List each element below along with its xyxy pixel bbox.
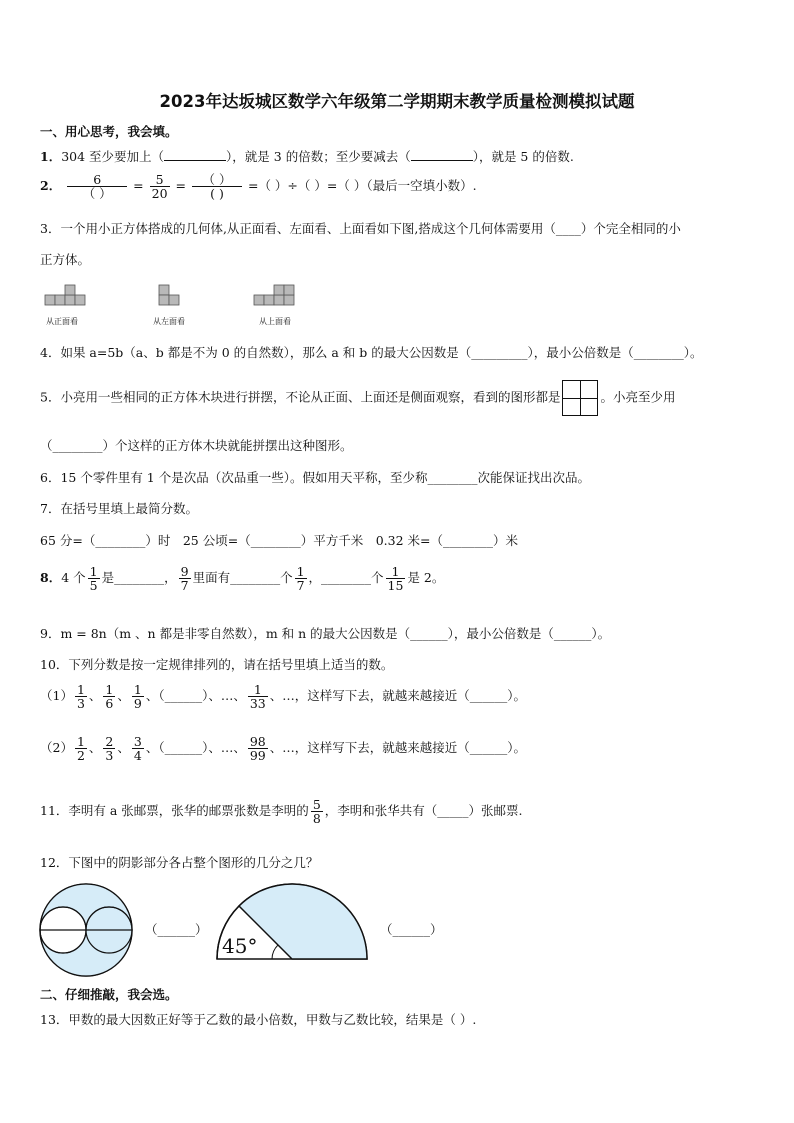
page-title: 2023年达坂城区数学六年级第二学期期末教学质量检测模拟试题 — [159, 92, 635, 111]
question-13: 13．甲数的最大因数正好等于乙数的最小倍数，甲数与乙数比较，结果是（ ）. — [40, 1012, 477, 1027]
question-7-line1: 7．在括号里填上最简分数。 — [40, 501, 198, 516]
question-6: 6．15 个零件里有 1 个是次品（次品重一些）。假如用天平称，至少称________次能保证找出次品。 — [40, 470, 590, 485]
view-left-label: 从左面看 — [153, 317, 185, 326]
question-11: 11．李明有 a 张邮票，张华的邮票张数是李明的 $\frac{5}{8}$ ，李明和张华共有（_____）张邮票. — [40, 797, 523, 827]
view-front-figure — [44, 283, 90, 311]
question-3-line2: 正方体。 — [40, 252, 91, 267]
question-10-row-2: （2） $\frac{1}{2}$ 、 $\frac{2}{3}$ 、 $\frac{3}{4}$ 、（______）、…、 $\frac{98}{99}$ 、…，这样写下去，就越来越接近（______）。 — [40, 734, 527, 764]
question-9: 9．m = 8n（m 、n 都是非零自然数），m 和 n 的最大公因数是（______），最小公倍数是（______）。 — [40, 626, 611, 641]
question-12: 12．下图中的阴影部分各占整个图形的几分之几？ — [40, 855, 319, 870]
angle-label: 45° — [222, 934, 258, 958]
question-4: 4．如果 a=5b（a、b 都是不为 0 的自然数），那么 a 和 b 的最大公因数是（_________），最小公倍数是（________）。 — [40, 345, 703, 360]
question-10-row-1: （1） $\frac{1}{3}$ 、 $\frac{1}{6}$ 、 $\frac{1}{9}$ 、（______）、…、 $\frac{1}{33}$ 、…，这样写下去，就越来越接近（______）。 — [40, 682, 527, 712]
question-5-line1: 5．小亮用一些相同的正方体木块进行拼摆，不论从正面、上面还是侧面观察，看到的图形都是 。小亮至少用 — [40, 380, 675, 416]
question-1: 1．304 至少要加上（ ），就是 3 的倍数；至少要减去（ ），就是 5 的倍数. — [40, 149, 574, 164]
circle-figure — [38, 882, 134, 978]
question-3-line1: 3．一个用小正方体搭成的几何体,从正面看、左面看、上面看如下图,搭成这个几何体需要用（____）个完全相同的小 — [40, 221, 681, 236]
answer-blank-2[interactable]: （______） — [380, 922, 443, 937]
question-2: 2． $\frac{6}{( )}$ = $\frac{5}{20}$ = $\frac{( )}{( )}$ =（ ）÷（ ）=（ ）（最后一空填小数）. — [40, 172, 477, 202]
view-front-label: 从正面看 — [46, 317, 78, 326]
section-2-heading: 二、仔细推敲，我会选。 — [40, 987, 178, 1002]
view-top-figure — [253, 283, 299, 311]
question-10-heading: 10．下列分数是按一定规律排列的，请在括号里填上适当的数。 — [40, 657, 394, 672]
square-grid-figure — [562, 380, 598, 416]
view-left-figure — [157, 283, 183, 311]
answer-blank-1[interactable]: （______） — [145, 922, 208, 937]
view-top-label: 从上面看 — [259, 317, 291, 326]
question-5-line2: （________）个这样的正方体木块就能拼摆出这种图形。 — [40, 438, 353, 453]
section-1-heading: 一、用心思考，我会填。 — [40, 124, 178, 139]
question-7-line2: 65 分=（________）时 25 公顷=（________）平方千米 0.32 米=（________）米 — [40, 533, 518, 548]
question-8: 8．4 个 $\frac{1}{5}$ 是________， $\frac{9}{7}$ 里面有________个 $\frac{1}{7}$ ，________个 $\frac{1}{15}$ 是 2。 — [40, 564, 445, 594]
